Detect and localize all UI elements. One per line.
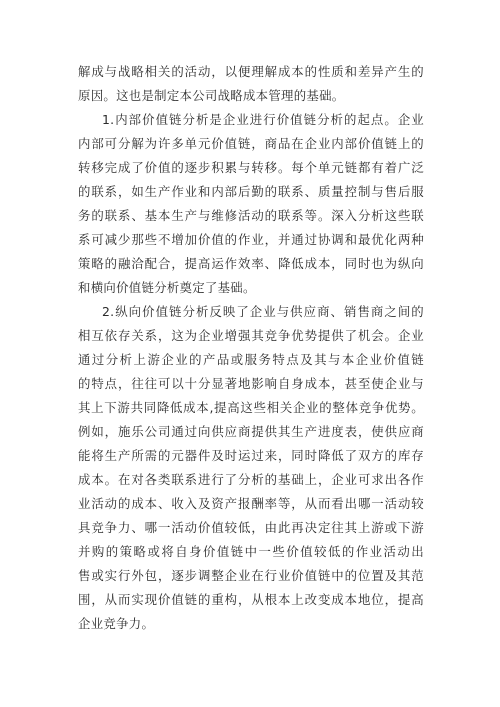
text-line: 具竞争力、哪一活动价值较低，由此再决定往其上游或下游 [78, 520, 424, 535]
text-line: 相互依存关系，这为企业增强其竞争优势提供了机会。企业 [78, 328, 424, 343]
text-line: 内部可分解为许多单元价值链，商品在企业内部价值链上的 [78, 136, 424, 151]
text-line: 和横向价值链分析奠定了基础。 [78, 280, 256, 295]
text-line: 业活动的成本、收入及资产报酬率等，从而看出哪一活动较 [78, 496, 424, 511]
text-line: 2.纵向价值链分析反映了企业与供应商、销售商之间的 [102, 304, 424, 319]
text-line: 售或实行外包，逐步调整企业在行业价值链中的位置及其范 [78, 568, 424, 583]
text-line: 转移完成了价值的逐步积累与转移。每个单元链都有着广泛 [78, 160, 424, 175]
text-line: 的联系，如生产作业和内部后勤的联系、质量控制与售后服 [78, 184, 424, 199]
text-line: 解成与战略相关的活动，以便理解成本的性质和差异产生的 [78, 64, 424, 79]
text-line: 并购的策略或将自身价值链中一些价值较低的作业活动出 [78, 544, 424, 559]
text-line: 1.内部价值链分析是企业进行价值链分析的起点。企业 [102, 112, 424, 127]
text-line: 系可减少那些不增加价值的作业，并通过协调和最优化两种 [78, 232, 424, 247]
text-line: 的特点，往往可以十分显著地影响自身成本，甚至使企业与 [78, 376, 424, 391]
text-line: 成本。在对各类联系进行了分析的基础上，企业可求出各作 [78, 472, 424, 487]
text-line: 通过分析上游企业的产品或服务特点及其与本企业价值链 [78, 352, 424, 367]
text-line: 能将生产所需的元器件及时运过来，同时降低了双方的库存 [78, 448, 424, 463]
text-line: 其上下游共同降低成本,提高这些相关企业的整体竞争优势。 [78, 400, 424, 415]
text-line: 例如，施乐公司通过向供应商提供其生产进度表，使供应商 [78, 424, 424, 439]
text-line: 务的联系、基本生产与维修活动的联系等。深入分析这些联 [78, 208, 424, 223]
text-line: 原因。这也是制定本公司战略成本管理的基础。 [78, 88, 345, 103]
text-line: 围，从而实现价值链的重构，从根本上改变成本地位，提高 [78, 592, 424, 607]
body-text [78, 60, 424, 636]
text-line: 策略的融洽配合，提高运作效率、降低成本，同时也为纵向 [78, 256, 424, 271]
text-line: 企业竞争力。 [78, 616, 155, 631]
